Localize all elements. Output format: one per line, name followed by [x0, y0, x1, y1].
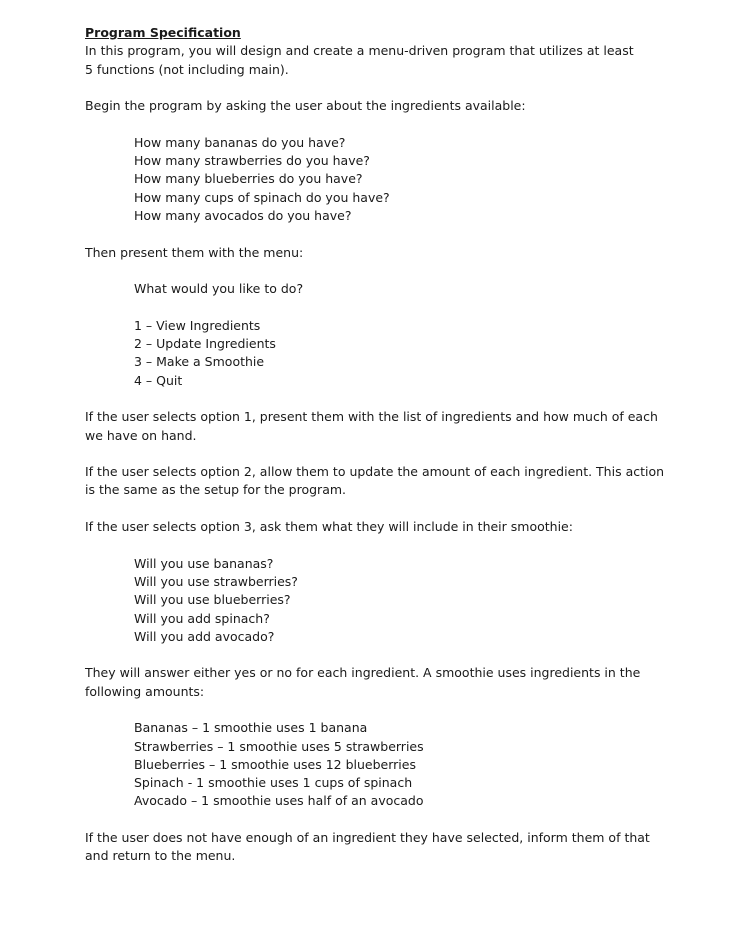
list-item: How many cups of spinach do you have?: [134, 189, 390, 205]
option3-paragraph: If the user selects option 3, ask them what they will include in their smoothie:: [85, 519, 573, 535]
list-item: How many blueberries do you have?: [134, 171, 363, 187]
list-item: Will you use strawberries?: [134, 573, 298, 589]
menu-prompt: What would you like to do?: [134, 281, 304, 297]
list-item: 1 – View Ingredients: [134, 317, 261, 333]
smoothie-questions-list: [134, 555, 685, 646]
list-item: Will you add avocado?: [134, 628, 275, 644]
ingredient-questions-list: [134, 134, 685, 225]
section-heading: Program Specification: [85, 25, 241, 40]
list-item: Strawberries – 1 smoothie uses 5 strawberries: [134, 738, 424, 754]
option1-paragraph: If the user selects option 1, present them with the list of ingredients and how much of each we have on hand.: [85, 409, 658, 443]
document-page: [85, 24, 685, 866]
list-item: Bananas – 1 smoothie uses 1 banana: [134, 720, 368, 736]
list-item: How many bananas do you have?: [134, 134, 346, 150]
list-item: Will you use blueberries?: [134, 592, 291, 608]
list-item: Spinach - 1 smoothie uses 1 cups of spinach: [134, 775, 413, 791]
list-item: Will you use bananas?: [134, 555, 274, 571]
answer-paragraph: They will answer either yes or no for each ingredient. A smoothie uses ingredients in the following amounts:: [85, 665, 641, 699]
option2-paragraph: If the user selects option 2, allow them to update the amount of each ingredient. This action is the same as the setup for the program.: [85, 464, 665, 498]
list-item: 3 – Make a Smoothie: [134, 354, 265, 370]
list-item: How many strawberries do you have?: [134, 153, 370, 169]
menu-options-list: [134, 317, 685, 390]
intro-paragraph: In this program, you will design and create a menu-driven program that utilizes at least 5 functions (not including main).: [85, 43, 634, 77]
begin-paragraph: Begin the program by asking the user about the ingredients available:: [85, 98, 526, 114]
list-item: 4 – Quit: [134, 372, 183, 388]
then-menu-paragraph: Then present them with the menu:: [85, 244, 304, 260]
list-item: 2 – Update Ingredients: [134, 336, 276, 352]
list-item: How many avocados do you have?: [134, 207, 352, 223]
list-item: Blueberries – 1 smoothie uses 12 blueberries: [134, 756, 416, 772]
amounts-list: [134, 719, 685, 810]
list-item: Will you add spinach?: [134, 610, 270, 626]
list-item: Avocado – 1 smoothie uses half of an avocado: [134, 793, 424, 809]
closing-paragraph: If the user does not have enough of an ingredient they have selected, inform them of that and return to the menu.: [85, 830, 650, 864]
